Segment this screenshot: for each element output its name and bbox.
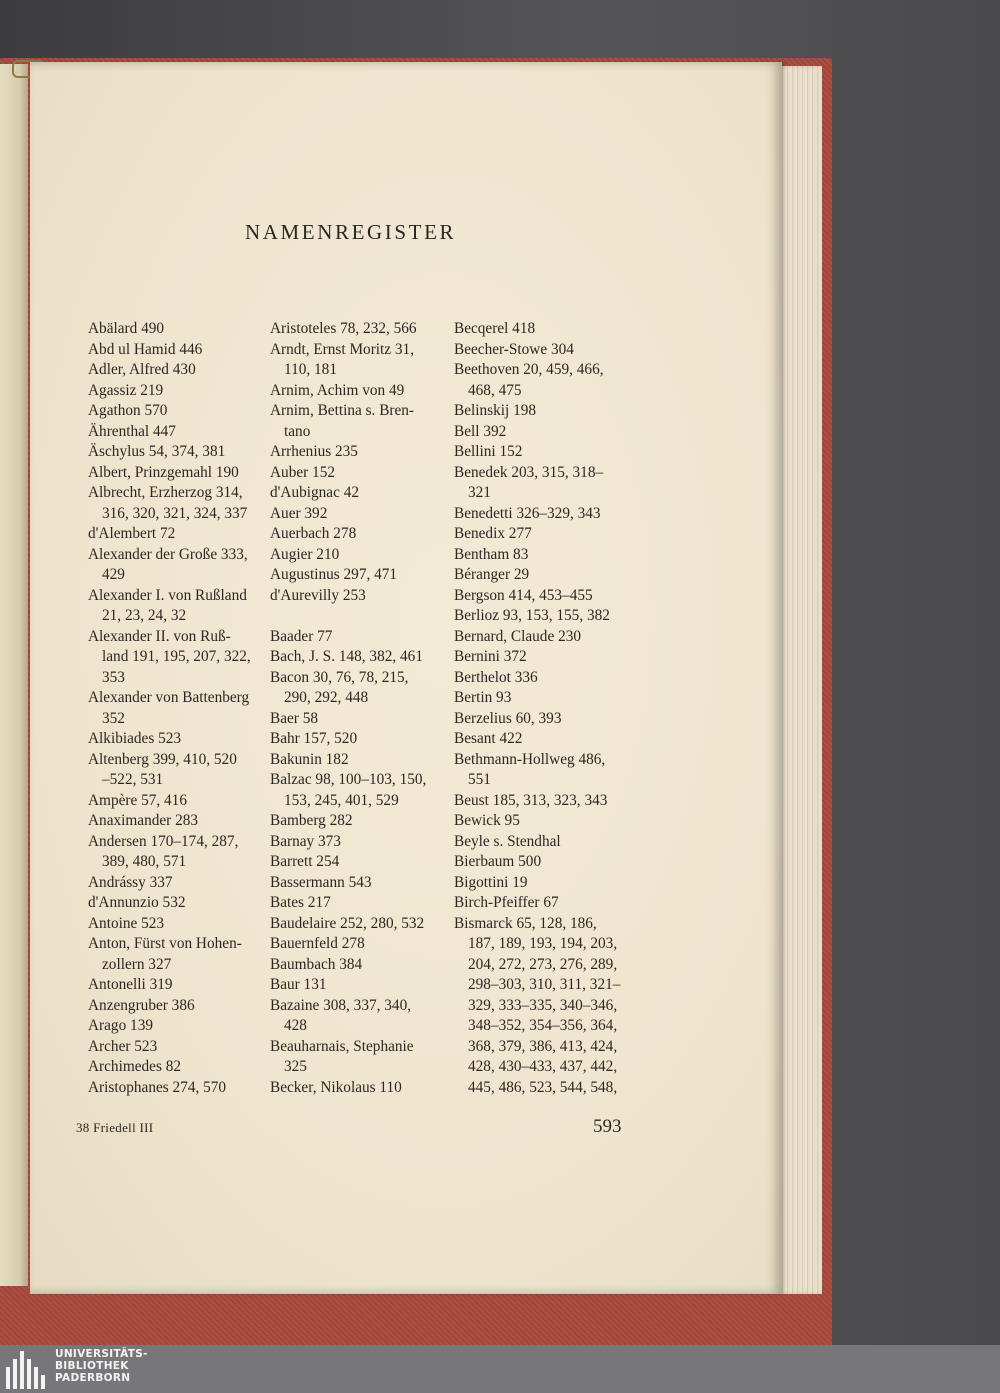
index-entry: Bauernfeld 278 [270,935,365,952]
index-entry: Aristoteles 78, 232, 566 [270,320,417,337]
index-entry: Alkibiades 523 [88,730,182,747]
library-stamp-text [55,1348,148,1384]
index-entry: Bergson 414, 453–455 [454,586,593,604]
index-entry: 21, 23, 24, 32 [102,607,187,624]
index-entry: d'Alembert 72 [88,525,176,542]
index-entry: Beauharnais, Stephanie [270,1037,414,1055]
index-entry: Albert, Prinzgemahl 190 [88,463,239,481]
index-entry: 325 [284,1058,307,1075]
index-entry: Béranger 29 [454,566,530,583]
index-entry: d'Annunzio 532 [88,894,186,911]
index-entry: Aristophanes 274, 570 [88,1078,227,1096]
index-entry: 428, 430–433, 437, 442, [468,1058,618,1075]
index-entry: Bates 217 [270,894,331,911]
library-stamp-bar [0,1345,1000,1393]
index-entry: Bismarck 65, 128, 186, [454,914,597,932]
index-entry: Benedix 277 [454,525,532,542]
index-entry: Baader 77 [270,627,333,645]
index-entry: Berzelius 60, 393 [454,709,562,727]
index-entry: 445, 486, 523, 544, 548, [468,1078,618,1096]
index-entry: Alexander von Battenberg [88,689,250,706]
index-entry: Arrhenius 235 [270,443,358,460]
index-entry: Barnay 373 [270,832,341,850]
index-entry: Auber 152 [270,463,335,481]
index-entry: Bierbaum 500 [454,853,542,870]
index-entry: Archimedes 82 [88,1058,182,1075]
index-entry: Arnim, Bettina s. Bren- [270,402,415,419]
index-entry: Bamberg 282 [270,812,353,829]
index-entry: Bahr 157, 520 [270,730,358,747]
index-entry: d'Aubignac 42 [270,484,359,501]
index-entry: Anaximander 283 [88,812,199,829]
index-entry: Bernard, Claude 230 [454,627,582,645]
index-entry: 329, 333–335, 340–346, [468,996,618,1014]
stamp-line: UNIVERSITÄTS- [55,1348,148,1360]
index-entry: Becqerel 418 [454,320,536,337]
index-entry: zollern 327 [102,955,172,973]
index-entry: Augustinus 297, 471 [270,566,398,583]
index-entry: Beecher-Stowe 304 [454,340,574,358]
index-entry: Ährenthal 447 [88,422,176,440]
index-entry: Bassermann 543 [270,873,372,891]
index-entry: 348–352, 354–356, 364, [468,1017,618,1034]
index-entry: Bazaine 308, 337, 340, [270,996,412,1014]
index-entry: Bellini 152 [454,443,523,460]
index-entry: Anzengruber 386 [88,996,195,1014]
index-entry: Benedetti 326–329, 343 [454,504,601,522]
index-entry: Archer 523 [88,1037,158,1055]
index-entry: Abd ul Hamid 446 [88,340,203,358]
index-entry: Bigottini 19 [454,873,528,891]
signature-mark: 38 Friedell III [76,1120,154,1135]
previous-page-edge [0,64,28,1286]
index-entry: 429 [102,566,125,583]
index-entry [270,606,448,627]
index-entry: Berlioz 93, 153, 155, 382 [454,607,610,624]
index-entry: Bach, J. S. 148, 382, 461 [270,648,423,665]
index-column-3 [454,319,626,1098]
index-entry: Baumbach 384 [270,955,363,973]
index-entry: Bertin 93 [454,689,512,706]
index-entry: Antonelli 319 [88,976,173,993]
index-entry: 204, 272, 273, 276, 289, [468,955,618,973]
index-entry: Anton, Fürst von Hohen- [88,935,242,952]
index-entry: 321 [468,484,491,501]
index-entry: 153, 245, 401, 529 [284,791,399,809]
stamp-line: BIBLIOTHEK [55,1360,129,1372]
index-entry: 352 [102,709,125,727]
index-entry: 187, 189, 193, 194, 203, [468,935,618,952]
index-entry: Äschylus 54, 374, 381 [88,443,226,460]
index-entry: Bakunin 182 [270,750,349,768]
index-entry: Arnim, Achim von 49 [270,381,405,399]
index-entry: Bernini 372 [454,648,527,665]
index-column-1 [88,319,270,1098]
index-entry: Auerbach 278 [270,525,357,542]
index-entry: 468, 475 [468,381,522,399]
library-logo-icon [6,1349,50,1389]
index-entry: 368, 379, 386, 413, 424, [468,1037,618,1055]
index-entry: Balzac 98, 100–103, 150, [270,771,427,788]
index-entry: Altenberg 399, 410, 520 [88,750,237,768]
index-page [30,62,782,1294]
index-entry: Albrecht, Erzherzog 314, [88,484,243,501]
index-entry: d'Aurevilly 253 [270,586,366,604]
index-entry: Bethmann-Hollweg 486, [454,750,606,768]
index-entry: Alexander der Große 333, [88,545,248,563]
index-entry: Baur 131 [270,976,327,993]
index-entry: –522, 531 [102,771,164,788]
index-entry: Bewick 95 [454,812,520,829]
index-entry: Abälard 490 [88,320,165,337]
index-entry: Alexander I. von Rußland [88,586,247,604]
index-entry: Beust 185, 313, 323, 343 [454,791,608,809]
page-title: NAMENREGISTER [245,220,457,244]
index-entry: 298–303, 310, 311, 321– [468,976,621,993]
index-entry: Becker, Nikolaus 110 [270,1078,402,1096]
index-entry: 428 [284,1017,307,1034]
index-entry: Baer 58 [270,709,318,727]
index-entry: tano [284,422,311,440]
index-entry: Auer 392 [270,504,328,522]
index-entry: Benedek 203, 315, 318– [454,463,604,481]
index-entry: Agathon 570 [88,402,168,419]
index-entry: Antoine 523 [88,914,165,932]
index-entry: Arago 139 [88,1017,153,1034]
index-entry: Barrett 254 [270,853,340,870]
index-entry: 551 [468,771,491,788]
index-entry: 389, 480, 571 [102,853,187,870]
index-entry: 316, 320, 321, 324, 337 [102,504,248,522]
page-number: 593 [593,1116,622,1137]
index-entry: Bell 392 [454,422,507,440]
index-entry: land 191, 195, 207, 322, [102,648,251,665]
index-column-2 [270,319,448,1098]
index-entry: Adler, Alfred 430 [88,361,196,378]
index-entry: Bacon 30, 76, 78, 215, [270,668,409,686]
index-entry: Augier 210 [270,545,340,563]
index-entry: Belinskij 198 [454,402,537,419]
index-entry: Berthelot 336 [454,668,538,686]
index-entry: Besant 422 [454,730,523,747]
index-entry: Andersen 170–174, 287, [88,832,239,850]
stamp-line: PADERBORN [55,1372,131,1384]
index-entry: Bentham 83 [454,545,529,563]
index-entry: Beethoven 20, 459, 466, [454,361,604,378]
index-entry: Birch-Pfeiffer 67 [454,894,559,911]
index-entry: Alexander II. von Ruß- [88,627,231,645]
index-entry: 290, 292, 448 [284,689,369,706]
index-entry: Arndt, Ernst Moritz 31, [270,340,415,358]
index-entry: Andrássy 337 [88,873,173,891]
index-entry: Baudelaire 252, 280, 532 [270,914,425,932]
index-entry: Ampère 57, 416 [88,791,187,809]
index-entry: Beyle s. Stendhal [454,832,561,850]
index-entry: Agassiz 219 [88,381,164,399]
index-entry: 110, 181 [284,361,337,378]
index-entry: 353 [102,668,125,686]
